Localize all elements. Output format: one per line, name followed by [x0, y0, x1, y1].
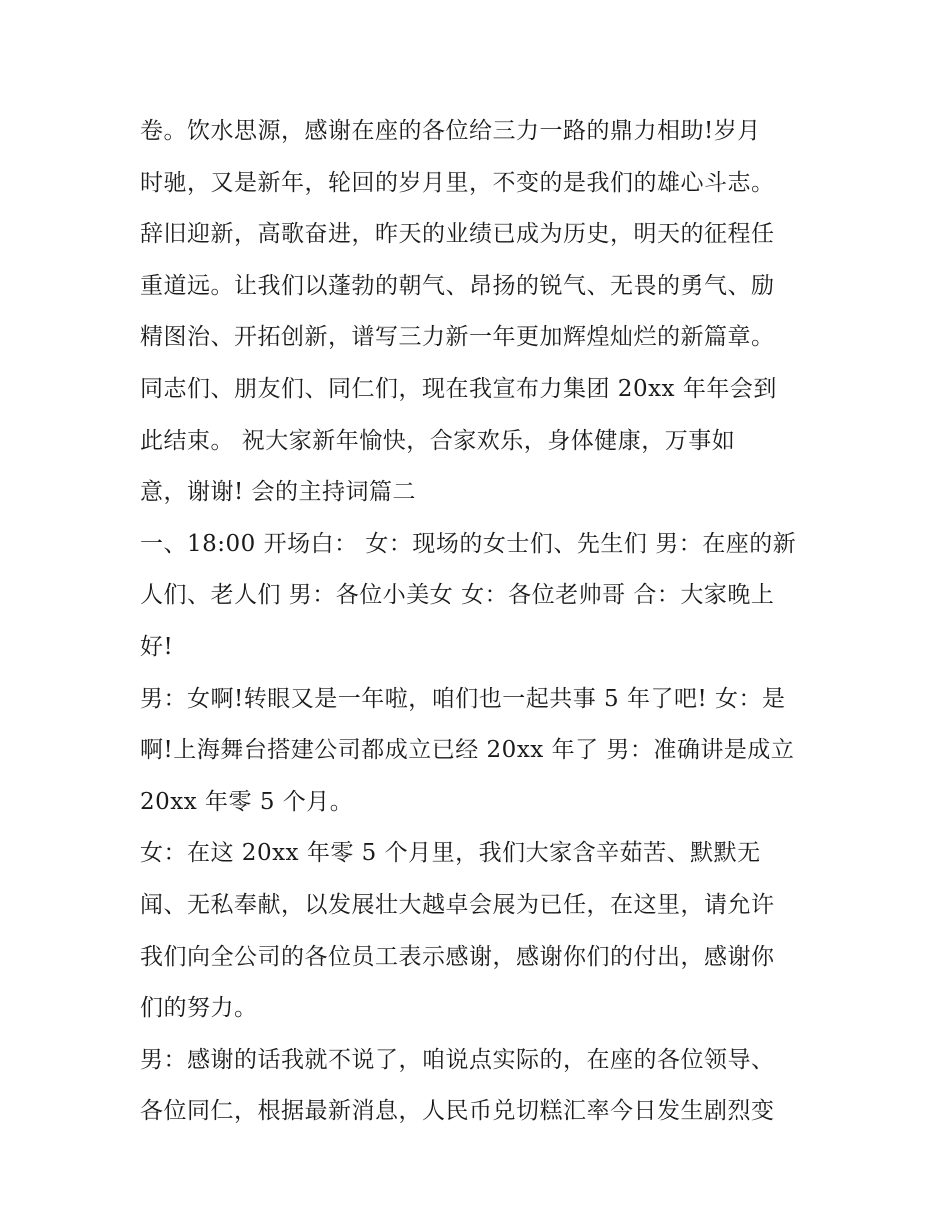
text-line: 辞旧迎新，高歌奋进，昨天的业绩已成为历史，明天的征程任: [140, 221, 775, 248]
text-line: 闻、无私奉献，以发展壮大越卓会展为已任，在这里，请允许: [140, 891, 775, 918]
text-line: 时驰，又是新年，轮回的岁月里，不变的是我们的雄心斗志。: [140, 169, 775, 196]
text-line: 20xx 年零 5 个月。: [140, 788, 354, 815]
text-line: 好!: [140, 633, 174, 660]
text-line: 男：感谢的话我就不说了，咱说点实际的，在座的各位领导、: [140, 1046, 775, 1073]
text-line: 重道远。让我们以蓬勃的朝气、昂扬的锐气、无畏的勇气、励: [140, 272, 775, 299]
text-line: 一、18:00 开场白： 女：现场的女士们、先生们 男：在座的新: [140, 530, 797, 557]
text-line: 人们、老人们 男：各位小美女 女：各位老帅哥 合：大家晚上: [140, 582, 775, 609]
text-line: 卷。饮水思源，感谢在座的各位给三力一路的鼎力相助!岁月: [140, 118, 761, 144]
text-line: 男：女啊!转眼又是一年啦，咱们也一起共事 5 年了吧! 女：是: [140, 685, 786, 712]
text-line: 我们向全公司的各位员工表示感谢，感谢你们的付出，感谢你: [140, 943, 775, 970]
text-line: 女：在这 20xx 年零 5 个月里，我们大家含辛茹苦、默默无: [140, 840, 761, 867]
text-line: 此结束。 祝大家新年愉快，合家欢乐，身体健康，万事如: [140, 427, 736, 454]
text-line: 们的努力。: [140, 995, 258, 1022]
text-line: 啊!上海舞台搭建公司都成立已经 20xx 年了 男：准确讲是成立: [140, 737, 795, 764]
text-line: 意，谢谢! 会的主持词篇二: [140, 479, 417, 506]
document-body: [140, 106, 820, 1138]
text-line: 同志们、朋友们、同仁们，现在我宣布力集团 20xx 年年会到: [140, 375, 777, 402]
text-line: 各位同仁，根据最新消息，人民币兑切糕汇率今日发生剧烈变: [140, 1098, 775, 1125]
text-line: 精图治、开拓创新，谱写三力新一年更加辉煌灿烂的新篇章。: [140, 324, 775, 351]
